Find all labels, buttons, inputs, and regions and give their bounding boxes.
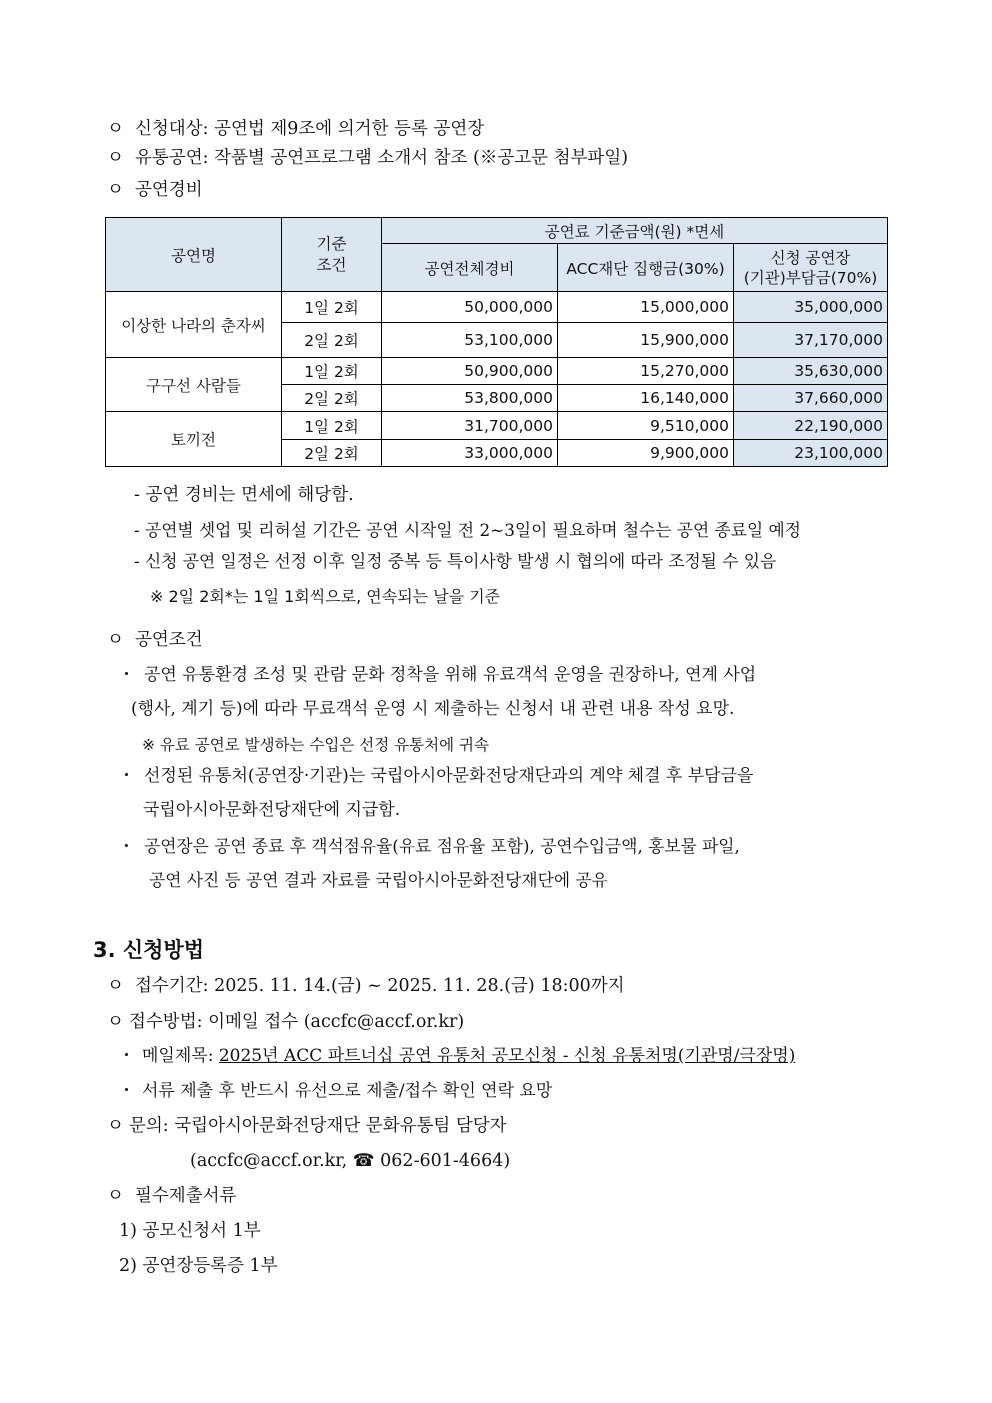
circle-bullet: ㅇ (107, 1012, 124, 1032)
item-text: 유통공연: 작품별 공연프로그램 소개서 참조 (※공고문 첨부파일) (135, 148, 629, 168)
cell-cond: 2일 2회 (282, 385, 382, 412)
fee-table (105, 217, 888, 467)
cond-p3-line2: 공연 사진 등 공연 결과 자료를 국립아시아문화전당재단에 공유 (149, 870, 608, 890)
cell-venue: 37,660,000 (734, 385, 888, 412)
confirm-text: 서류 제출 후 반드시 유선으로 제출/접수 확인 연락 요망 (142, 1081, 553, 1101)
table-row (106, 292, 888, 323)
header-venue-l1: 신청 공연장 (770, 248, 851, 267)
note-setup: - 공연별 셋업 및 리허설 기간은 공연 시작일 전 2~3일이 필요하며 철수는 공연 종료일 예정 (134, 520, 801, 540)
circle-bullet: ㅇ (107, 976, 124, 996)
item-target (107, 118, 484, 140)
header-acc: ACC재단 집행금(30%) (558, 244, 734, 292)
docs-title (107, 1185, 236, 1207)
cell-total: 53,800,000 (382, 385, 558, 412)
cell-venue: 37,170,000 (734, 323, 888, 358)
cond-text: 공연장은 공연 종료 후 객석점유율(유료 점유율 포함), 공연수입금액, 홍보물 파일, (144, 836, 740, 856)
apply-method-text: 접수방법: 이메일 접수 (accfc@accf.or.kr) (129, 1012, 465, 1032)
dot-bullet: ・ (118, 1081, 135, 1101)
dot-bullet: ・ (118, 766, 135, 786)
cond-p1-note: ※ 유료 공연로 발생하는 수입은 선정 유통처에 귀속 (142, 736, 489, 754)
cond-title (107, 629, 203, 651)
cell-total: 31,700,000 (382, 412, 558, 440)
circle-bullet: ㅇ (107, 1116, 124, 1136)
note-schedule: - 신청 공연 일정은 선정 이후 일정 중복 등 특이사항 발생 시 협의에 따라 조정될 수 있음 (134, 551, 777, 571)
cell-acc: 15,270,000 (558, 358, 734, 385)
cell-acc: 16,140,000 (558, 385, 734, 412)
cond-title-text: 공연조건 (135, 630, 203, 650)
item-text: 신청대상: 공연법 제9조에 의거한 등록 공연장 (135, 119, 485, 139)
circle-bullet: ㅇ (107, 148, 124, 168)
cell-acc: 9,900,000 (558, 440, 734, 467)
circle-bullet: ㅇ (107, 180, 124, 200)
cell-total: 50,900,000 (382, 358, 558, 385)
show-name: 이상한 나라의 춘자씨 (106, 292, 282, 358)
inquiry (107, 1115, 507, 1137)
item-show (107, 147, 628, 169)
cond-p1-line1 (118, 664, 756, 686)
cond-p2-line1 (118, 765, 753, 787)
inquiry-contact: (accfc@accf.or.kr, ☎ 062-601-4664) (190, 1151, 511, 1171)
cell-total: 53,100,000 (382, 323, 558, 358)
show-name: 토끼전 (106, 412, 282, 467)
cond-p3-line1 (118, 835, 740, 857)
circle-bullet: ㅇ (107, 630, 124, 650)
cell-cond: 1일 2회 (282, 358, 382, 385)
mail-subject-label: 메일제목: (142, 1046, 219, 1066)
mail-subject (118, 1045, 795, 1067)
note-star: ※ 2일 2회*는 1일 1회씩으로, 연속되는 날을 기준 (150, 587, 501, 606)
cell-total: 33,000,000 (382, 440, 558, 467)
table-row (106, 358, 888, 385)
docs-title-text: 필수제출서류 (135, 1186, 237, 1206)
doc-item-1: 1) 공모신청서 1부 (119, 1221, 261, 1241)
apply-period-text: 접수기간: 2025. 11. 14.(금) ~ 2025. 11. 28.(금) 18:00까지 (135, 976, 625, 996)
inquiry-text: 문의: 국립아시아문화전당재단 문화유통팀 담당자 (129, 1116, 507, 1136)
header-condition: 기준 조건 (282, 218, 382, 292)
apply-period (107, 975, 625, 997)
header-show-name: 공연명 (106, 218, 282, 292)
doc-item-2: 2) 공연장등록증 1부 (119, 1256, 278, 1276)
item-text: 공연경비 (135, 180, 203, 200)
dot-bullet: ・ (118, 1046, 135, 1066)
confirm-note (118, 1080, 552, 1102)
show-name: 구구선 사람들 (106, 358, 282, 412)
mail-subject-value: 2025년 ACC 파트너십 공연 유통처 공모신청 - 신청 유통처명(기관명/극장명) (218, 1046, 796, 1066)
dot-bullet: ・ (118, 836, 135, 856)
table-row (106, 412, 888, 440)
cell-acc: 9,510,000 (558, 412, 734, 440)
cond-text: 공연 유통환경 조성 및 관람 문화 정착을 위해 유료객석 운영을 권장하나, 연계 사업 (144, 665, 757, 685)
header-venue (734, 244, 888, 292)
circle-bullet: ㅇ (107, 1186, 124, 1206)
header-fee-group: 공연료 기준금액(원) *면세 (382, 218, 888, 244)
cell-venue: 22,190,000 (734, 412, 888, 440)
cell-cond: 1일 2회 (282, 412, 382, 440)
cell-acc: 15,900,000 (558, 323, 734, 358)
cell-venue: 23,100,000 (734, 440, 888, 467)
cell-venue: 35,630,000 (734, 358, 888, 385)
dot-bullet: ・ (118, 665, 135, 685)
cell-cond: 1일 2회 (282, 292, 382, 323)
header-venue-l2: (기관)부담금(70%) (743, 268, 878, 287)
header-total: 공연전체경비 (382, 244, 558, 292)
item-expense (107, 179, 203, 201)
cell-cond: 2일 2회 (282, 440, 382, 467)
cell-acc: 15,000,000 (558, 292, 734, 323)
circle-bullet: ㅇ (107, 119, 124, 139)
cond-p1-line2: (행사, 계기 등)에 따라 무료객석 운영 시 제출하는 신청서 내 관련 내용 작성 요망. (131, 699, 735, 719)
cell-total: 50,000,000 (382, 292, 558, 323)
cell-venue: 35,000,000 (734, 292, 888, 323)
section-3-title: 3. 신청방법 (93, 938, 205, 962)
apply-method (107, 1011, 464, 1033)
cond-p2-line2: 국립아시아문화전당재단에 지급함. (143, 800, 401, 820)
cell-cond: 2일 2회 (282, 323, 382, 358)
note-taxfree: - 공연 경비는 면세에 해당함. (134, 485, 354, 505)
cond-text: 선정된 유통처(공연장·기관)는 국립아시아문화전당재단과의 계약 체결 후 부담금을 (144, 766, 754, 786)
